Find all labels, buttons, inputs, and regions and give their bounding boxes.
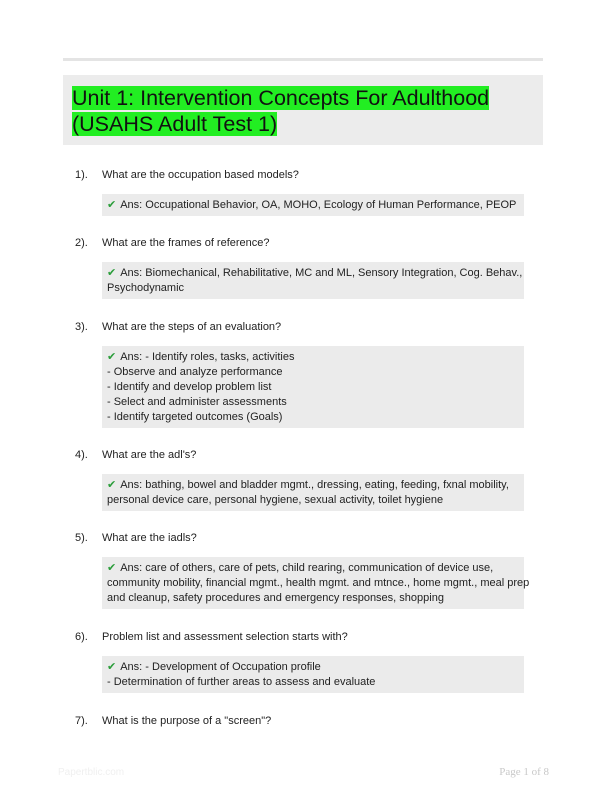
answer-line: - Select and administer assessments bbox=[107, 396, 287, 408]
title-line-1: Unit 1: Intervention Concepts For Adulthood bbox=[72, 86, 490, 110]
question-number: 1). bbox=[75, 169, 88, 181]
question-text: Problem list and assessment selection starts with? bbox=[102, 631, 348, 643]
answer-line: and cleanup, safety procedures and emergency responses, shopping bbox=[107, 592, 444, 604]
page-title bbox=[72, 85, 532, 137]
answer-line: - Observe and analyze performance bbox=[107, 366, 283, 378]
answer-line: - Determination of further areas to assess and evaluate bbox=[107, 676, 376, 688]
check-icon: ✔ bbox=[107, 660, 117, 673]
answer-line: community mobility, financial mgmt., health mgmt. and mtnce., home mgmt., meal prep bbox=[107, 577, 530, 589]
check-icon: ✔ bbox=[107, 266, 117, 279]
check-icon: ✔ bbox=[107, 198, 117, 211]
answer-line: Psychodynamic bbox=[107, 282, 185, 294]
answer-line: Ans: - Development of Occupation profile bbox=[120, 661, 321, 673]
answer-line: Ans: Occupational Behavior, OA, MOHO, Ecology of Human Performance, PEOP bbox=[120, 199, 517, 211]
question-text: What are the occupation based models? bbox=[102, 169, 299, 181]
title-line-2: (USAHS Adult Test 1) bbox=[72, 112, 278, 136]
question-number: 7). bbox=[75, 715, 88, 727]
question-text: What are the iadls? bbox=[102, 532, 197, 544]
answer-box bbox=[102, 194, 524, 216]
answer-line: Ans: bathing, bowel and bladder mgmt., dressing, eating, feeding, fxnal mobility, bbox=[120, 479, 509, 491]
answer-box bbox=[102, 557, 530, 609]
answer-box bbox=[102, 262, 524, 299]
question-number: 2). bbox=[75, 237, 88, 249]
answer-line: Ans: - Identify roles, tasks, activities bbox=[120, 351, 295, 363]
answer-line: personal device care, personal hygiene, sexual activity, toilet hygiene bbox=[107, 494, 444, 506]
answer-line: - Identify targeted outcomes (Goals) bbox=[107, 411, 283, 423]
question-text: What is the purpose of a "screen"? bbox=[102, 715, 272, 727]
check-icon: ✔ bbox=[107, 561, 117, 574]
check-icon: ✔ bbox=[107, 478, 117, 491]
answer-line: - Identify and develop problem list bbox=[107, 381, 272, 393]
answer-box bbox=[102, 474, 524, 511]
question-number: 3). bbox=[75, 321, 88, 333]
question-number: 5). bbox=[75, 532, 88, 544]
question-number: 6). bbox=[75, 631, 88, 643]
check-icon: ✔ bbox=[107, 350, 117, 363]
title-banner bbox=[63, 75, 543, 145]
question-text: What are the adl's? bbox=[102, 449, 197, 461]
top-divider bbox=[63, 58, 543, 61]
footer-watermark: Papertblic.com bbox=[58, 767, 125, 778]
question-text: What are the frames of reference? bbox=[102, 237, 270, 249]
answer-box bbox=[102, 346, 524, 428]
answer-box bbox=[102, 656, 524, 693]
answer-line: Ans: care of others, care of pets, child rearing, communication of device use, bbox=[120, 562, 494, 574]
answer-line: Ans: Biomechanical, Rehabilitative, MC and ML, Sensory Integration, Cog. Behav., bbox=[120, 267, 523, 279]
question-text: What are the steps of an evaluation? bbox=[102, 321, 282, 333]
question-number: 4). bbox=[75, 449, 88, 461]
page-number: Page 1 of 8 bbox=[499, 766, 549, 778]
